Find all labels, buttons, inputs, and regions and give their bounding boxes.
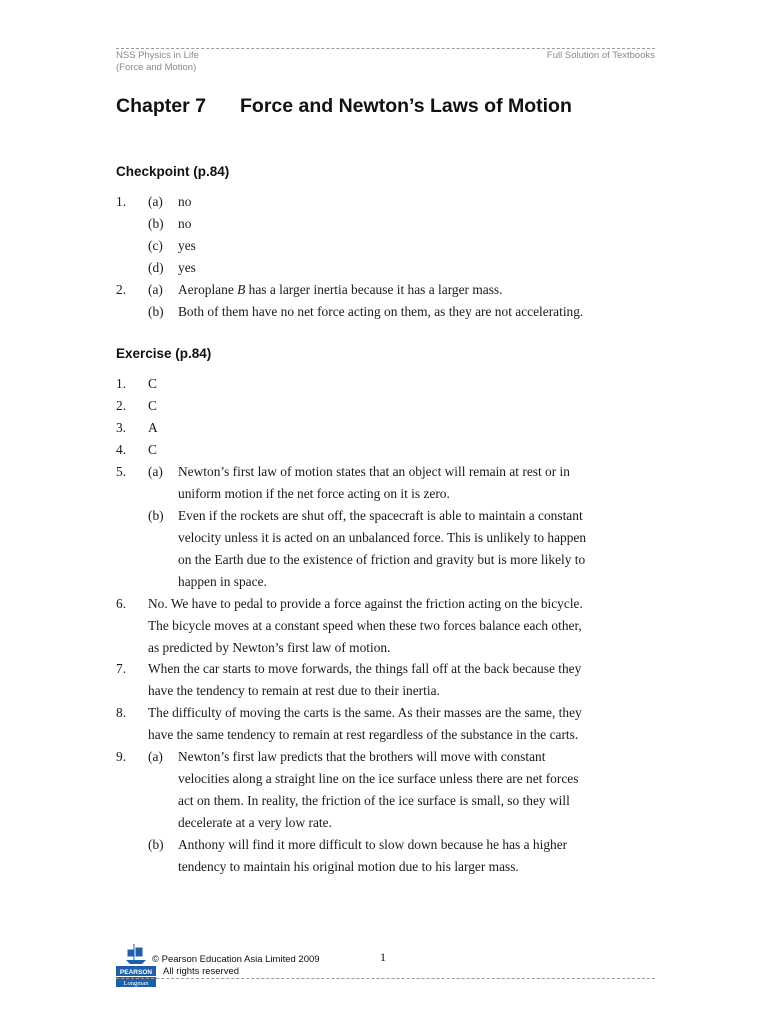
question-number: 2. (116, 398, 127, 413)
part-label: (b) (148, 837, 164, 852)
answer-text: no (178, 216, 192, 231)
answer-line: have the tendency to remain at rest due to their inertia. (148, 683, 440, 698)
part-label: (a) (148, 282, 163, 297)
answer-line: Anthony will find it more difficult to slow down because he has a higher (178, 837, 568, 852)
answer-line: have the same tendency to remain at rest regardless of the substance in the carts. (148, 727, 579, 742)
pearson-longman-logo (116, 942, 156, 988)
answer-line: happen in space. (178, 574, 267, 589)
chapter-title (116, 95, 572, 118)
answer-text: C (148, 398, 157, 413)
running-header-left (116, 50, 199, 74)
answer-text-part: has a larger inertia because it has a larger mass. (245, 282, 503, 297)
answer-text (178, 282, 502, 298)
header-book-title: NSS Physics in Life (116, 50, 199, 61)
answer-line: The bicycle moves at a constant speed when these two forces balance each other, (148, 618, 582, 633)
answer-line: act on them. In reality, the friction of the ice surface is small, so they will (178, 793, 570, 808)
answer-line: No. We have to pedal to provide a force against the friction acting on the bicycle. (148, 596, 583, 611)
answer-line: When the car starts to move forwards, the things fall off at the back because they (148, 661, 582, 676)
answer-text: Both of them have no net force acting on them, as they are not accelerating. (178, 304, 584, 319)
answer-line: uniform motion if the net force acting on it is zero. (178, 486, 450, 501)
answer-text-part: Aeroplane (178, 282, 238, 297)
part-label: (a) (148, 749, 163, 764)
answer-line: decelerate at a very low rate. (178, 815, 332, 830)
answer-line: The difficulty of moving the carts is the same. As their masses are the same, they (148, 705, 582, 720)
question-number: 2. (116, 282, 127, 297)
variable-italic: B (237, 282, 246, 297)
header-book-subtitle: (Force and Motion) (116, 62, 197, 73)
part-label: (a) (148, 194, 163, 209)
checkpoint-heading: Checkpoint (p.84) (116, 164, 230, 179)
question-number: 8. (116, 705, 127, 720)
answer-line: Even if the rockets are shut off, the spacecraft is able to maintain a constant (178, 508, 583, 523)
part-label: (b) (148, 216, 164, 231)
answer-text: no (178, 194, 192, 209)
answer-line: Newton’s first law of motion states that an object will remain at rest or in (178, 464, 570, 479)
logo-subtext: Longman (123, 980, 149, 987)
part-label: (b) (148, 508, 164, 523)
part-label: (a) (148, 464, 163, 479)
part-label: (d) (148, 260, 164, 275)
answer-line: Newton’s first law predicts that the brothers will move with constant (178, 749, 546, 764)
page-number: 1 (380, 950, 386, 964)
chapter-name: Force and Newton’s Laws of Motion (240, 95, 572, 117)
part-label: (b) (148, 304, 164, 319)
question-number: 4. (116, 442, 127, 457)
question-number: 5. (116, 464, 127, 479)
answer-text: A (148, 420, 158, 435)
question-number: 3. (116, 420, 127, 435)
logo-graphic (116, 942, 156, 988)
copyright-text: © Pearson Education Asia Limited 2009 (152, 954, 320, 965)
question-number: 9. (116, 749, 127, 764)
answer-line: on the Earth due to the existence of friction and gravity but is more likely to (178, 552, 586, 567)
question-number: 7. (116, 661, 127, 676)
footer-rule (116, 978, 655, 979)
answer-text: yes (178, 238, 196, 253)
question-number: 1. (116, 376, 127, 391)
part-label: (c) (148, 238, 163, 253)
rights-text: All rights reserved (163, 966, 240, 977)
exercise-heading: Exercise (p.84) (116, 346, 212, 361)
answer-text: C (148, 376, 157, 391)
logo-text: PEARSON (119, 969, 153, 976)
header-right: Full Solution of Textbooks (546, 50, 655, 61)
header-rule (116, 48, 655, 49)
answer-line: velocities along a straight line on the ice surface unless there are net forces (178, 771, 579, 786)
answer-line: as predicted by Newton’s first law of motion. (148, 640, 391, 655)
chapter-number: Chapter 7 (116, 95, 206, 117)
answer-line: tendency to maintain his original motion due to his larger mass. (178, 859, 519, 874)
answer-text: yes (178, 260, 196, 275)
answer-line: velocity unless it is acted on an unbalanced force. This is unlikely to happen (178, 530, 587, 545)
question-number: 1. (116, 194, 127, 209)
question-number: 6. (116, 596, 127, 611)
answer-text: C (148, 442, 157, 457)
